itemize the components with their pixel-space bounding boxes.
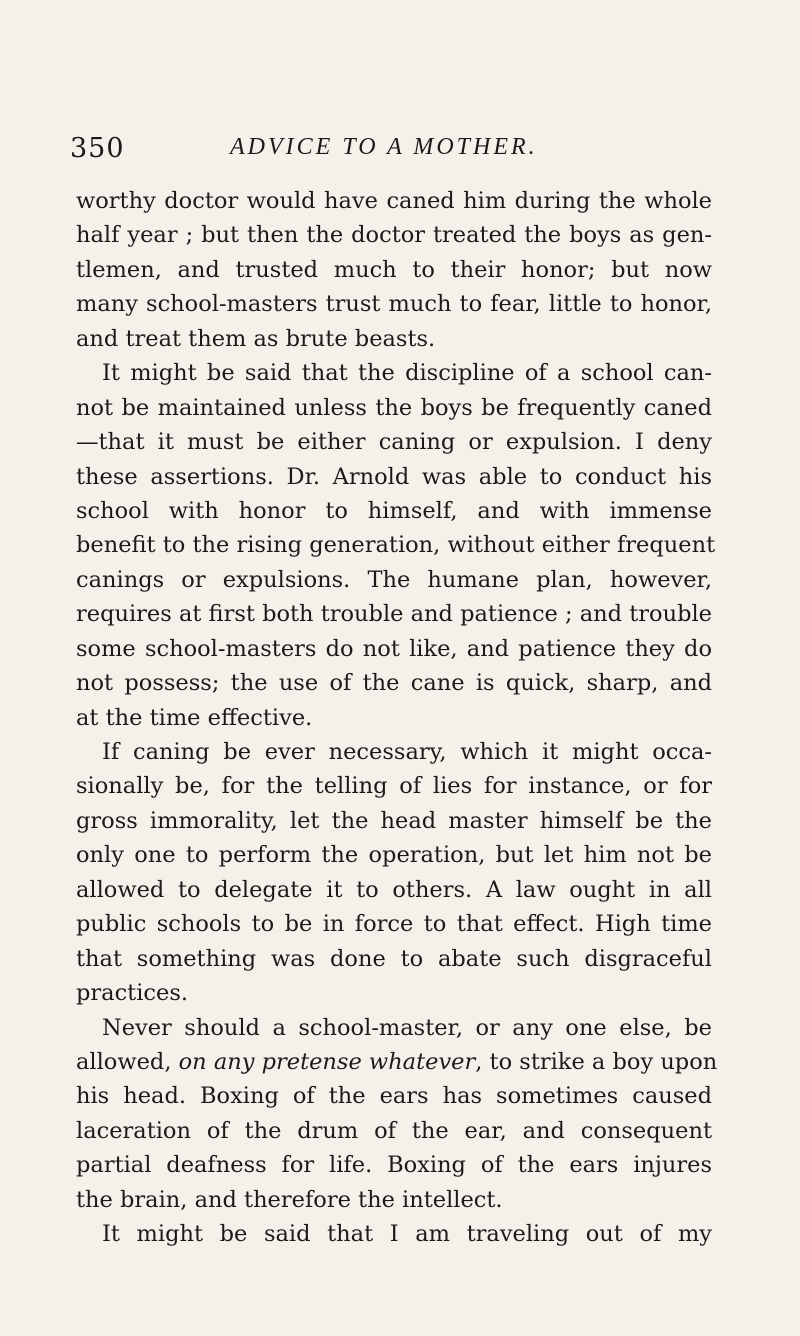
text-line: his head. Boxing of the ears has sometimes caused xyxy=(76,1083,712,1110)
text-line: Never should a school-master, or any one else, be xyxy=(102,1014,712,1041)
text-line: some school-masters do not like, and patience they do xyxy=(76,635,712,662)
text-line: these assertions. Dr. Arnold was able to conduct his xyxy=(76,463,712,490)
text-line: half year ; but then the doctor treated the boys as gen- xyxy=(76,222,712,249)
text-line: It might be said that the discipline of a school can- xyxy=(102,360,712,387)
text-line: the brain, and therefore the intellect. xyxy=(76,1186,503,1213)
page-number: 350 xyxy=(70,133,125,164)
text-line: worthy doctor would have caned him during the whole xyxy=(76,188,712,214)
text-line: not be maintained unless the boys be frequently caned xyxy=(76,394,712,421)
text-line: not possess; the use of the cane is quick, sharp, and xyxy=(76,670,712,697)
text-fragment: , to strike a boy upon xyxy=(475,1048,718,1075)
text-line: benefit to the rising generation, without either frequent xyxy=(76,532,716,559)
text-line: many school-masters trust much to fear, little to honor, xyxy=(76,291,712,318)
text-line: laceration of the drum of the ear, and consequent xyxy=(76,1117,712,1144)
italic-phrase: on any pretense whatever xyxy=(178,1048,476,1075)
text-line: If caning be ever necessary, which it might occa- xyxy=(102,739,712,765)
text-line: public schools to be in force to that effect. High time xyxy=(76,911,712,938)
running-title: ADVICE TO A MOTHER. xyxy=(230,134,538,160)
text-line: gross immorality, let the head master himself be the xyxy=(76,807,712,834)
text-line-with-italic xyxy=(76,1045,718,1079)
text-line: tlemen, and trusted much to their honor; but now xyxy=(76,256,712,283)
text-line: practices. xyxy=(76,980,189,1007)
text-line: requires at first both trouble and patience ; and trouble xyxy=(76,601,712,628)
text-line: sionally be, for the telling of lies for instance, or for xyxy=(76,773,712,800)
text-line: that something was done to abate such disgraceful xyxy=(76,945,712,972)
text-line: at the time effective. xyxy=(76,704,313,731)
text-line: allowed to delegate it to others. A law ought in all xyxy=(76,876,712,903)
text-fragment: allowed, xyxy=(76,1048,179,1075)
body-text xyxy=(76,184,718,1252)
text-line: partial deafness for life. Boxing of the ears injures xyxy=(76,1152,712,1179)
text-line: and treat them as brute beasts. xyxy=(76,325,436,352)
text-line: It might be said that I am traveling out of my xyxy=(102,1221,712,1248)
text-line: school with honor to himself, and with immense xyxy=(76,497,712,524)
text-line: only one to perform the operation, but let him not be xyxy=(76,842,712,869)
text-line: —that it must be either caning or expulsion. I deny xyxy=(76,429,712,456)
text-line: canings or expulsions. The humane plan, however, xyxy=(76,566,712,593)
page-header xyxy=(70,133,710,173)
